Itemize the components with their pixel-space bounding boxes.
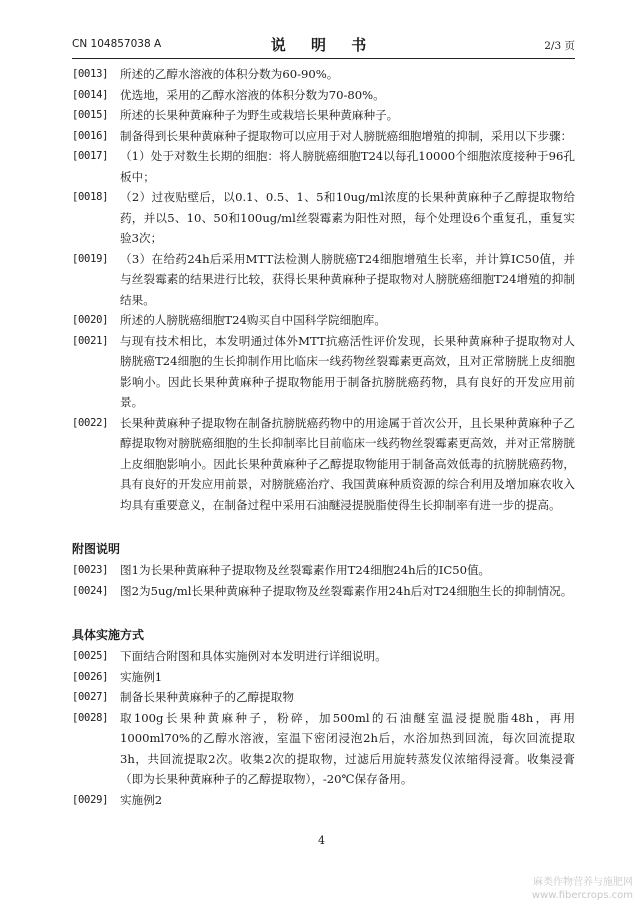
page-header <box>72 34 575 54</box>
paragraph-number: [0018] <box>72 191 109 203</box>
paragraph <box>72 331 575 413</box>
paragraph-number: [0022] <box>72 416 109 429</box>
patent-number: CN 104857038 A <box>72 38 162 50</box>
paragraph-group-embodiment <box>72 646 575 810</box>
paragraph <box>72 687 575 708</box>
paragraph-number: [0015] <box>72 109 109 121</box>
document-body <box>72 64 575 810</box>
paragraph <box>72 790 575 811</box>
site-watermark <box>532 876 633 902</box>
paragraph-text: 所述的长果种黄麻种子为野生或栽培长果种黄麻种子。 <box>120 108 399 122</box>
paragraph-text: （3）在给药24h后采用MTT法检测人膀胱癌T24细胞增殖生长率，并计算IC50值，并与丝裂霉素的结果进行比较，获得长果种黄麻种子提取物对人膀胱癌细胞T24增殖的抑制结果。 <box>120 251 575 307</box>
page-number: 4 <box>318 834 325 847</box>
paragraph <box>72 413 575 516</box>
paragraph <box>72 249 575 311</box>
paragraph-number: [0017] <box>72 150 109 162</box>
paragraph-text: （1）处于对数生长期的细胞：将人膀胱癌细胞T24以每孔10000个细胞浓度接种于96孔板中； <box>120 149 575 184</box>
paragraph-text: （2）过夜贴壁后，以0.1、0.5、1、5和10ug/ml浓度的长果种黄麻种子乙醇提取物给药，并以5、10、50和100ug/ml丝裂霉素为阳性对照，每个处理设6个重复孔，重复实验3次； <box>120 190 575 245</box>
paragraph-number: [0013] <box>72 68 109 80</box>
watermark-line-2: www.fibercrops.com <box>531 890 633 901</box>
paragraph <box>72 646 575 667</box>
paragraph <box>72 105 575 126</box>
paragraph-number: [0025] <box>72 650 109 662</box>
paragraph <box>72 310 575 331</box>
paragraph-group-figures <box>72 560 575 601</box>
paragraph-text: 实施例2 <box>120 792 163 807</box>
paragraph-number: [0020] <box>72 314 109 326</box>
paragraph <box>72 560 575 581</box>
paragraph-text: 所述的人膀胱癌细胞T24购买自中国科学院细胞库。 <box>120 313 386 327</box>
paragraph-text: 长果种黄麻种子提取物在制备抗膀胱癌药物中的用途属于首次公开，且长果种黄麻种子乙醇提取物对膀胱癌细胞的生长抑制率比目前临床一线药物丝裂霉素更高效，并对正常膀胱上皮细胞影响小。因此长果种黄麻种子乙醇提取物能用于制备高效低毒的抗膀胱癌药物，具有良好的开发应用前景，对膀胱癌治疗、我国黄麻种质资源的综合利用及增加麻农收入均具有重要意义，在制备过程中采用石油醚浸提脱脂使得生长抑制率有进一步的提高。 <box>120 415 575 512</box>
paragraph-text: 所述的乙醇水溶液的体积分数为60-90%。 <box>120 67 339 81</box>
paragraph-group-summary <box>72 64 575 515</box>
paragraph-number: [0028] <box>72 711 109 724</box>
paragraph-text: 与现有技术相比，本发明通过体外MTT抗癌活性评价发现，长果种黄麻种子提取物对人膀胱癌T24细胞的生长抑制作用比临床一线药物丝裂霉素更高效，且对正常膀胱上皮细胞影响小。因此长果种黄麻种子提取物能用于制备抗膀胱癌药物，具有良好的开发应用前景。 <box>120 333 575 409</box>
paragraph-text: 制备得到长果种黄麻种子提取物可以应用于对人膀胱癌细胞增殖的抑制，采用以下步骤： <box>120 128 573 143</box>
paragraph <box>72 667 575 688</box>
paragraph-number: [0029] <box>72 793 109 806</box>
paragraph-text: 实施例1 <box>120 669 163 684</box>
paragraph-number: [0023] <box>72 564 109 576</box>
paragraph <box>72 708 575 790</box>
paragraph-number: [0016] <box>72 129 109 142</box>
paragraph-text: 下面结合附图和具体实施例对本发明进行详细说明。 <box>120 649 387 663</box>
paragraph-text: 优选地，采用的乙醇水溶液的体积分数为70-80%。 <box>120 87 385 102</box>
section-heading-figures: 附图说明 <box>72 542 121 556</box>
paragraph-number: [0027] <box>72 691 109 703</box>
paragraph <box>72 126 575 147</box>
paragraph <box>72 85 575 106</box>
paragraph-number: [0024] <box>72 584 109 597</box>
paragraph-text: 图2为5ug/ml长果种黄麻种子提取物及丝裂霉素作用24h后对T24细胞生长的抑制情况。 <box>120 583 573 598</box>
section-heading-embodiment: 具体实施方式 <box>72 628 145 642</box>
paragraph <box>72 146 575 187</box>
paragraph-text: 图1为长果种黄麻种子提取物及丝裂霉素作用T24细胞24h后的IC50值。 <box>120 563 491 577</box>
paragraph <box>72 64 575 85</box>
paragraph-text: 取100g长果种黄麻种子，粉碎，加500ml的石油醚室温浸提脱脂48h，再用1000ml70%的乙醇水溶液，室温下密闭浸泡2h后，水浴加热到回流，每次回流提取3h，共回流提取2次。收集2次的提取物，过滤后用旋转蒸发仪浓缩得浸膏。收集浸膏（即为长果种黄麻种子的乙醇提取物），-20℃保存备用。 <box>120 710 575 786</box>
header-rule <box>72 58 575 59</box>
paragraph-number: [0021] <box>72 334 109 347</box>
paragraph <box>72 187 575 249</box>
paragraph-number: [0019] <box>72 252 109 265</box>
document-title: 说 明 书 <box>270 36 377 54</box>
paragraph-text: 制备长果种黄麻种子的乙醇提取物 <box>120 690 294 704</box>
paragraph-number: [0014] <box>72 88 109 101</box>
paragraph-number: [0026] <box>72 670 109 683</box>
watermark-line-1: 麻类作物营养与施肥网 <box>533 877 633 888</box>
paragraph <box>72 581 575 602</box>
page-indicator: 2/3 页 <box>544 40 575 52</box>
